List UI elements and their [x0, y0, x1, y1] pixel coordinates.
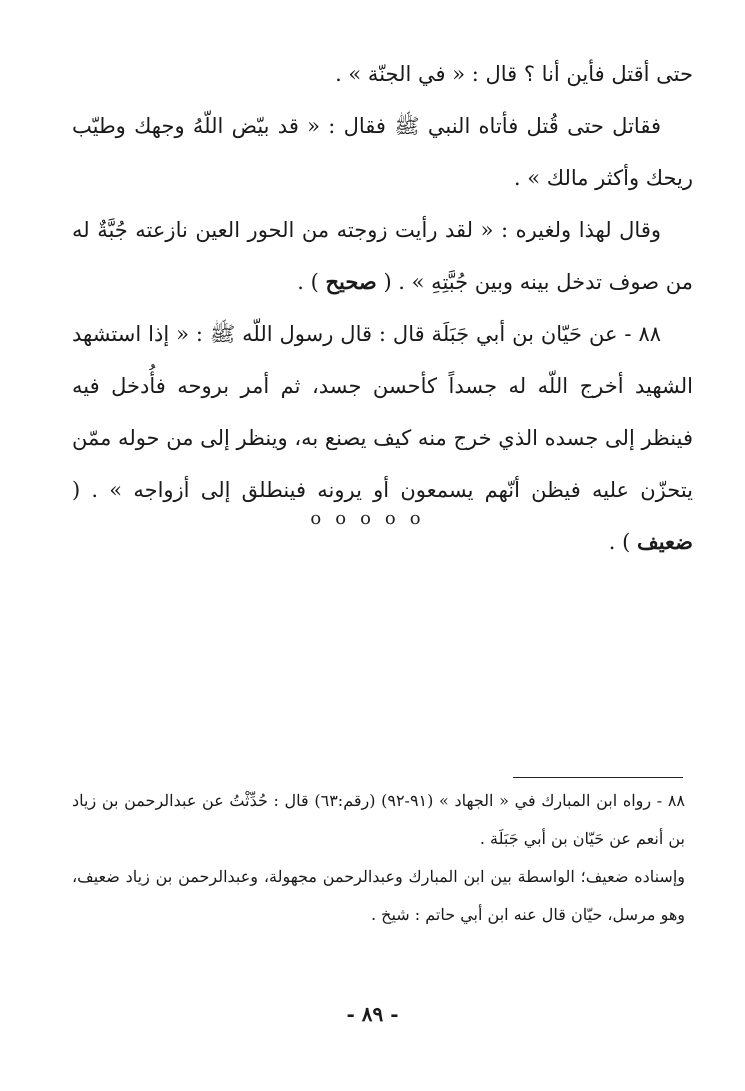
footnote-88 — [72, 782, 685, 858]
main-text — [72, 48, 693, 568]
section-divider-ornament: ooooo — [310, 508, 435, 529]
hadith-88-text: ٨٨ - عن حَيّان بن أبي جَبَلَة قال : قال رسول اللّه ﷺ : « إذا استشهد الشهيد أخرج اللّه له جسداً كأحسن جسد، ثم أمر بروحه فأُدخل فيه فينظر إلى جسده الذي خرج منه كيف يصنع به، وينظر إلى من حوله ممّن يتحزّن عليه فيظن أنّهم يسمعون أو يرونه فينطلق إلى أزواجه » . ( — [72, 322, 693, 502]
hadith-88-end: ) . — [608, 530, 631, 554]
footnotes — [72, 782, 685, 934]
hadith-88 — [72, 308, 693, 568]
paragraph-3-end: ) . — [297, 270, 319, 294]
paragraph-2 — [72, 100, 693, 204]
paragraph-2-text: فقاتل حتى قُتل فأتاه النبي ﷺ فقال : « قد بيّض اللّهُ وجهك وطيّب ريحك وأكثر مالك » . — [72, 114, 693, 190]
footnote-88-grading — [72, 858, 685, 934]
footnote-88-grading-text: وإسناده ضعيف؛ الواسطة بين ابن المبارك وعبدالرحمن مجهولة، وعبدالرحمن بن زياد ضعيف، وهو مرسل، حيّان قال عنه ابن أبي حاتم : شيخ . — [72, 867, 685, 924]
footnote-88-text: ٨٨ - رواه ابن المبارك في « الجهاد » (٩١-٩٢) (رقم:٦٣) قال : حُدِّثْتُ عن عبدالرحمن بن زياد بن أنعم عن حَيّان بن أبي جَبَلَة . — [72, 791, 686, 848]
hadith-grade-daif: ضعيف — [636, 529, 693, 554]
hadith-grade-sahih: صحيح — [325, 269, 377, 294]
paragraph-3 — [72, 204, 693, 308]
paragraph-3-text: وقال لهذا ولغيره : « لقد رأيت زوجته من الحور العين نازعته جُبَّةٌ له من صوف تدخل بينه وبين جُبَّتِهِ » . ( — [72, 218, 693, 294]
paragraph-1 — [72, 48, 693, 100]
page-number: - ٨٩ - — [346, 1002, 399, 1026]
paragraph-1-text: حتى أقتل فأين أنا ؟ قال : « في الجنّة » . — [335, 62, 693, 86]
footnote-separator-line — [513, 777, 683, 778]
